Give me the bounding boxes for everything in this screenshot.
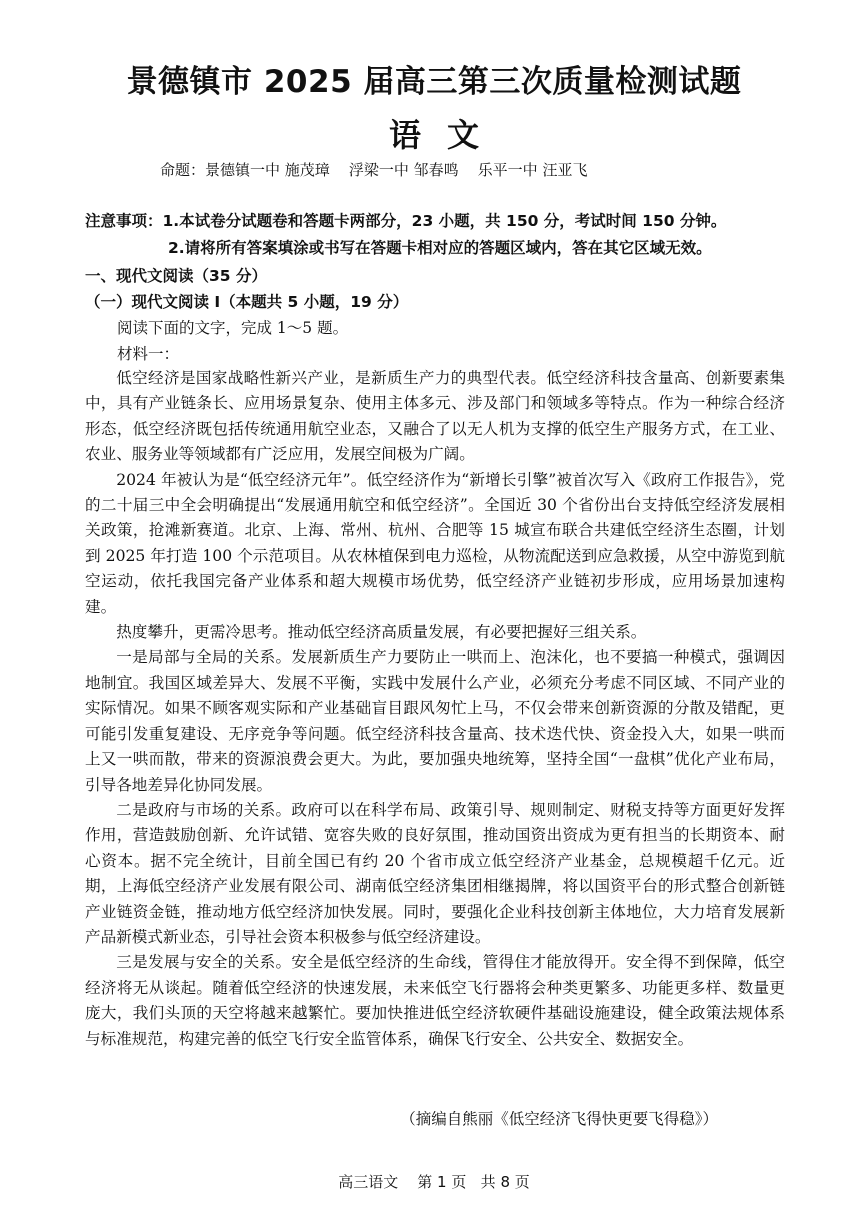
material-label: 材料一： [117,345,180,363]
subject-title: 语文 [388,116,505,154]
paragraph: 热度攀升，更需冷思考。推动低空经济高质量发展，有必要把握好三组关系。 [116,623,647,642]
page-footer: 高三语文 第 1 页 共 8 页 [338,1173,530,1191]
article-body [85,366,785,1052]
section-heading: 一、现代文阅读（35 分） [85,267,267,285]
authors-line: 命题：景德镇一中 施茂璋 浮梁一中 邹春鸣 乐平一中 汪亚飞 [160,161,588,179]
paragraph: 二是政府与市场的关系。政府可以在科学布局、政策引导、规则制定、财税支持等方面更好发挥作用，营造鼓励创新、允许试错、宽容失败的良好氛围，推动国资出资成为更有担当的长期资本、耐心资本。据不完全统计，目前全国已有约 20 个省市成立低空经济产业基金，总规模超千亿元。近期，上海低空经济产业发展有限公司、湖南低空经济集团相继揭牌，将以国资平台的形式整合创新链产业链资金链，推动地方低空经济加快发展。同时，要强化企业科技创新主体地位，大力培育发展新产品新模式新业态，引导社会资本积极参与低空经济建设。 [85,800,785,946]
notice-line-1: 注意事项：1.本试卷分试题卷和答题卡两部分，23 小题，共 150 分，考试时间 150 分钟。 [85,212,727,230]
source-citation: （摘编自熊丽《低空经济飞得快更要飞得稳》） [400,1110,718,1128]
reading-instruction: 阅读下面的文字，完成 1～5 题。 [117,319,349,337]
exam-title: 景德镇市 2025 届高三第三次质量检测试题 [126,64,742,100]
paragraph: 三是发展与安全的关系。安全是低空经济的生命线，管得住才能放得开。安全得不到保障，低空经济将无从谈起。随着低空经济的快速发展，未来低空飞行器将会种类更繁多、功能更多样、数量更庞大，我们头顶的天空将越来越繁忙。要加快推进低空经济软硬件基础设施建设，健全政策法规体系与标准规范，构建完善的低空飞行安全监管体系，确保飞行安全、公共安全、数据安全。 [85,953,785,1048]
paragraph: 一是局部与全局的关系。发展新质生产力要防止一哄而上、泡沫化，也不要搞一种模式，强调因地制宜。我国区域差异大、发展不平衡，实践中发展什么产业，必须充分考虑不同区域、不同产业的实际情况。如果不顾客观实际和产业基础盲目跟风匆忙上马，不仅会带来创新资源的分散及错配，更可能引发重复建设、无序竞争等问题。低空经济科技含量高、技术迭代快、资金投入大，如果一哄而上又一哄而散，带来的资源浪费会更大。为此，要加强央地统筹，坚持全国“一盘棋”优化产业布局，引导各地差异化协同发展。 [85,648,785,794]
paragraph: 低空经济是国家战略性新兴产业，是新质生产力的典型代表。低空经济科技含量高、创新要素集中，具有产业链条长、应用场景复杂、使用主体多元、涉及部门和领域多等特点。作为一种综合经济形态，低空经济既包括传统通用航空业态，又融合了以无人机为支撑的低空生产服务方式，在工业、农业、服务业等领域都有广泛应用，发展空间极为广阔。 [85,369,785,464]
subsection-heading: （一）现代文阅读 I（本题共 5 小题，19 分） [85,293,409,311]
paragraph: 2024 年被认为是“低空经济元年”。低空经济作为“新增长引擎”被首次写入《政府工作报告》，党的二十届三中全会明确提出“发展通用航空和低空经济”。全国近 30 个省份出台支持低空经济发展相关政策，抢滩新赛道。北京、上海、常州、杭州、合肥等 15 城宣布联合共建低空经济生态圈，计划到 2025 年打造 100 个示范项目。从农林植保到电力巡检，从物流配送到应急救援，从空中游览到航空运动，依托我国完备产业体系和超大规模市场优势，低空经济产业链初步形成，应用场景加速构建。 [85,470,785,616]
notice-line-2: 2.请将所有答案填涂或书写在答题卡相对应的答题区域内，答在其它区域无效。 [168,239,712,257]
